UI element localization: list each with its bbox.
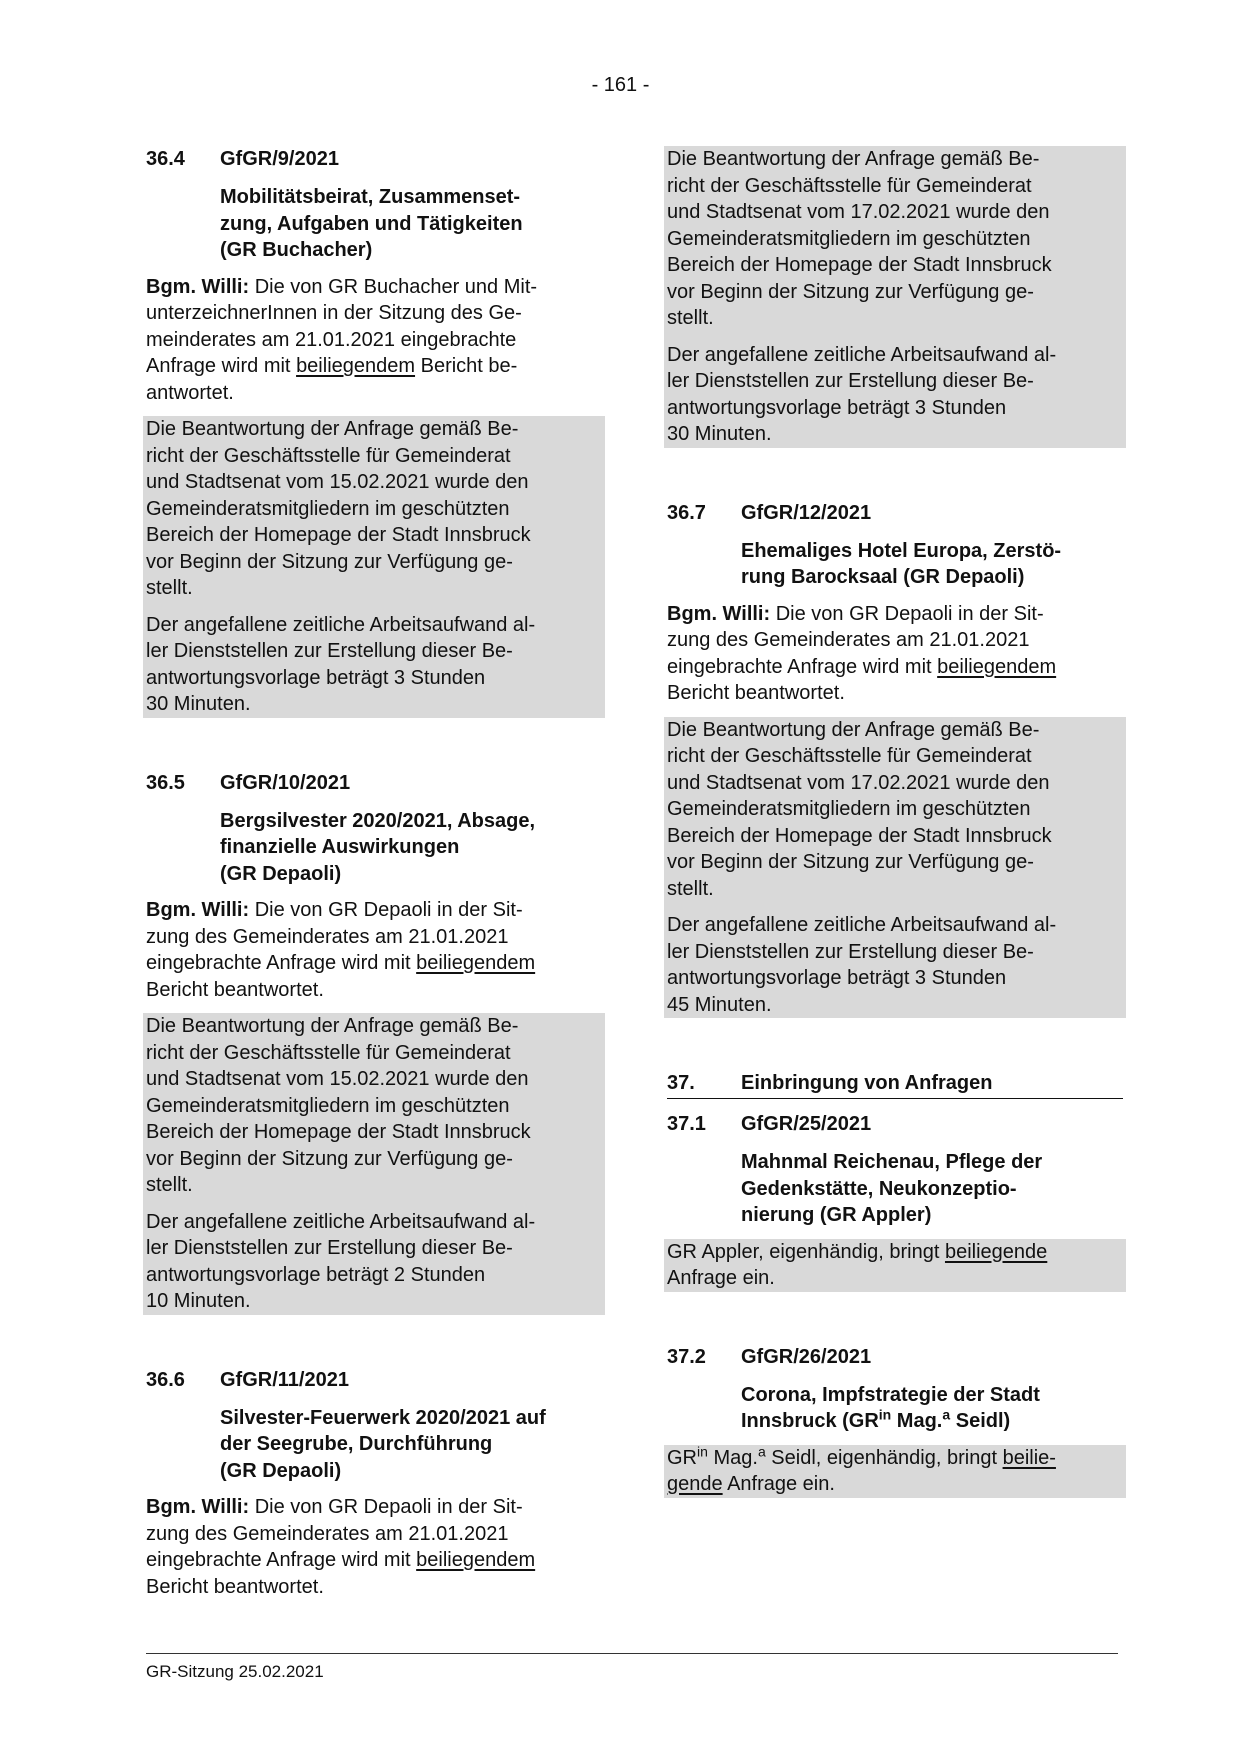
text-line: richt der Geschäftsstelle für Gemeinderat bbox=[667, 174, 1032, 197]
mayor-statement bbox=[146, 897, 602, 1003]
text-part: GR bbox=[667, 1446, 697, 1469]
superscript: in bbox=[697, 1442, 708, 1459]
section-title bbox=[667, 538, 1123, 591]
left-column bbox=[146, 146, 602, 1600]
superscript: in bbox=[878, 1406, 892, 1423]
text-part: Seidl, eigenhändig, bringt bbox=[765, 1446, 1003, 1469]
text-line: stellt. bbox=[667, 877, 714, 900]
text-line: richt der Geschäftsstelle für Gemeinderat bbox=[667, 745, 1032, 767]
title-line: finanzielle Auswirkungen bbox=[220, 836, 460, 858]
right-column bbox=[667, 146, 1123, 1498]
text-line: und Stadtsenat vom 15.02.2021 wurde den bbox=[146, 471, 529, 493]
text-line: 30 Minuten. bbox=[667, 423, 772, 445]
section-heading bbox=[146, 1367, 602, 1393]
text-line: vor Beginn der Sitzung zur Verfügung ge- bbox=[667, 851, 1034, 873]
text-line: und Stadtsenat vom 15.02.2021 wurde den bbox=[146, 1068, 529, 1090]
text-line: und Stadtsenat vom 17.02.2021 wurde den bbox=[667, 201, 1050, 223]
section-id: GfGR/10/2021 bbox=[220, 771, 351, 794]
title-line: rung Barocksaal (GR Depaoli) bbox=[741, 566, 1025, 588]
text-line: Bereich der Homepage der Stadt Innsbruck bbox=[146, 1121, 531, 1143]
title-part: Seidl) bbox=[950, 1410, 1011, 1432]
section-heading bbox=[667, 1344, 1123, 1370]
section-37-1 bbox=[667, 1111, 1123, 1292]
answer-box bbox=[143, 1013, 605, 1315]
text-line: Die von GR Buchacher und Mit- bbox=[249, 275, 538, 298]
mayor-statement bbox=[146, 1494, 602, 1600]
text-line: Die Beantwortung der Anfrage gemäß Be- bbox=[146, 418, 519, 440]
text-line: eingebrachte Anfrage wird mit bbox=[667, 655, 938, 678]
section-title bbox=[146, 808, 602, 888]
text-line bbox=[667, 1471, 1123, 1498]
text-line bbox=[667, 1442, 1123, 1472]
text-line: antwortet. bbox=[146, 381, 234, 404]
title-line: Gedenkstätte, Neukonzeptio- bbox=[741, 1177, 1017, 1200]
answer-box bbox=[664, 146, 1126, 448]
title-line: Ehemaliges Hotel Europa, Zerstö- bbox=[741, 539, 1062, 562]
section-id: GfGR/12/2021 bbox=[741, 501, 872, 524]
text-line: ler Dienststellen zur Erstellung dieser Be- bbox=[146, 1237, 513, 1259]
text-line: vor Beginn der Sitzung zur Verfügung ge- bbox=[146, 550, 513, 573]
text-line: eingebrachte Anfrage wird mit bbox=[146, 1549, 417, 1571]
text-line: Gemeinderatsmitgliedern im geschützten bbox=[146, 1094, 510, 1117]
section-heading bbox=[146, 146, 602, 172]
text-line: 45 Minuten. bbox=[667, 993, 772, 1016]
text-line: Die Beantwortung der Anfrage gemäß Be- bbox=[146, 1015, 519, 1037]
footer-text: GR-Sitzung 25.02.2021 bbox=[146, 1662, 324, 1681]
text-line: vor Beginn der Sitzung zur Verfügung ge- bbox=[146, 1147, 513, 1170]
text-line: antwortungsvorlage beträgt 3 Stunden bbox=[146, 666, 486, 689]
answer-box bbox=[664, 717, 1126, 1019]
attachment-link[interactable]: beiliegendem bbox=[416, 1549, 536, 1571]
speaker-label: Bgm. Willi: bbox=[667, 602, 771, 625]
text-line: ler Dienststellen zur Erstellung dieser Be- bbox=[146, 640, 513, 662]
text-part: Mag. bbox=[707, 1446, 758, 1469]
section-title bbox=[146, 1405, 602, 1485]
section-36-5 bbox=[146, 770, 602, 1315]
text-line: zung des Gemeinderates am 21.01.2021 bbox=[146, 925, 509, 948]
text-line: zung des Gemeinderates am 21.01.2021 bbox=[667, 629, 1030, 651]
text-part: Anfrage ein. bbox=[722, 1473, 835, 1495]
text-line: Gemeinderatsmitgliedern im geschützten bbox=[667, 227, 1031, 250]
text-line: richt der Geschäftsstelle für Gemeinderat bbox=[146, 1041, 511, 1064]
text-line: GR Appler, eigenhändig, bringt bbox=[667, 1240, 945, 1263]
text-line: zung des Gemeinderates am 21.01.2021 bbox=[146, 1522, 509, 1545]
section-title bbox=[667, 1149, 1123, 1229]
section-number: 36.7 bbox=[667, 501, 706, 524]
text-line: Der angefallene zeitliche Arbeitsaufwand al- bbox=[667, 914, 1057, 936]
section-36-6 bbox=[146, 1367, 602, 1601]
text-line: Der angefallene zeitliche Arbeitsaufwand al- bbox=[667, 343, 1057, 366]
text-line: Anfrage wird mit bbox=[146, 355, 297, 377]
text-line: ler Dienststellen zur Erstellung dieser Be- bbox=[667, 370, 1034, 392]
section-heading bbox=[667, 1111, 1123, 1137]
text-line: antwortungsvorlage beträgt 2 Stunden bbox=[146, 1263, 486, 1286]
superscript: a bbox=[757, 1442, 766, 1459]
title-line: Mobilitätsbeirat, Zusammenset- bbox=[220, 186, 521, 208]
text-line: richt der Geschäftsstelle für Gemeinderat bbox=[146, 444, 511, 467]
mayor-statement bbox=[667, 601, 1123, 707]
text-line: Die von GR Depaoli in der Sit- bbox=[770, 602, 1044, 625]
superscript: a bbox=[942, 1406, 951, 1423]
title-part: Innsbruck (GR bbox=[741, 1410, 879, 1432]
text-line: meinderates am 21.01.2021 eingebrachte bbox=[146, 328, 517, 351]
section-number: 37. bbox=[667, 1072, 695, 1094]
text-line: 30 Minuten. bbox=[146, 693, 251, 715]
section-title bbox=[667, 1382, 1123, 1435]
section-number: 36.4 bbox=[146, 148, 185, 170]
section-title bbox=[146, 184, 602, 264]
page-number: - 161 - bbox=[591, 74, 650, 96]
title-line bbox=[741, 1408, 1123, 1435]
text-line: Die Beantwortung der Anfrage gemäß Be- bbox=[667, 718, 1040, 741]
text-line: vor Beginn der Sitzung zur Verfügung ge- bbox=[667, 280, 1034, 303]
chapter-title: Einbringung von Anfragen bbox=[741, 1072, 993, 1094]
section-number: 36.5 bbox=[146, 771, 185, 794]
section-heading bbox=[146, 770, 602, 796]
text-line: Bereich der Homepage der Stadt Innsbruck bbox=[667, 824, 1052, 847]
text-line: antwortungsvorlage beträgt 3 Stunden bbox=[667, 396, 1007, 419]
title-line: (GR Depaoli) bbox=[220, 1459, 342, 1482]
section-number: 37.2 bbox=[667, 1345, 706, 1368]
attachment-link[interactable]: beiliegendem bbox=[416, 952, 536, 974]
text-line: Die von GR Depaoli in der Sit- bbox=[249, 899, 523, 921]
text-line: ler Dienststellen zur Erstellung dieser Be- bbox=[667, 940, 1034, 963]
attachment-link[interactable]: beiliegendem bbox=[937, 655, 1057, 678]
section-heading bbox=[667, 500, 1123, 526]
attachment-link[interactable]: beiliegende bbox=[944, 1240, 1048, 1263]
title-line: nierung (GR Appler) bbox=[741, 1204, 932, 1226]
speaker-label: Bgm. Willi: bbox=[146, 899, 250, 921]
section-37-2 bbox=[667, 1344, 1123, 1498]
speaker-label: Bgm. Willi: bbox=[146, 1496, 250, 1518]
text-line: stellt. bbox=[667, 307, 714, 329]
section-id: GfGR/11/2021 bbox=[220, 1368, 349, 1391]
chapter-heading-37 bbox=[667, 1070, 1123, 1099]
text-line: Bereich der Homepage der Stadt Innsbruck bbox=[667, 254, 1052, 276]
submission-box bbox=[664, 1239, 1126, 1292]
text-line: Bericht beantwortet. bbox=[667, 682, 845, 704]
speaker-label: Bgm. Willi: bbox=[146, 275, 250, 298]
text-line: Der angefallene zeitliche Arbeitsaufwand al- bbox=[146, 613, 536, 636]
attachment-link[interactable]: gende bbox=[667, 1473, 723, 1495]
text-line: stellt. bbox=[146, 577, 193, 599]
text-line: Bericht beantwortet. bbox=[146, 978, 324, 1001]
attachment-link[interactable]: beilie- bbox=[1002, 1446, 1056, 1469]
text-line: Gemeinderatsmitgliedern im geschützten bbox=[146, 497, 510, 520]
text-line: Bereich der Homepage der Stadt Innsbruck bbox=[146, 524, 531, 546]
text-line: Gemeinderatsmitgliedern im geschützten bbox=[667, 798, 1031, 820]
title-part: Mag. bbox=[891, 1410, 943, 1432]
section-36-4 bbox=[146, 146, 602, 718]
title-line: (GR Depaoli) bbox=[220, 862, 342, 885]
text-line: Der angefallene zeitliche Arbeitsaufwand al- bbox=[146, 1210, 536, 1233]
submission-box bbox=[664, 1442, 1126, 1498]
section-id: GfGR/26/2021 bbox=[741, 1345, 872, 1368]
text-line: eingebrachte Anfrage wird mit bbox=[146, 952, 417, 974]
mayor-statement bbox=[146, 274, 602, 407]
text-line: Die von GR Depaoli in der Sit- bbox=[249, 1496, 523, 1518]
title-line: Silvester-Feuerwerk 2020/2021 auf bbox=[220, 1406, 546, 1429]
title-line: (GR Buchacher) bbox=[220, 239, 373, 261]
text-line: Bericht beantwortet. bbox=[146, 1575, 324, 1598]
section-number: 37.1 bbox=[667, 1113, 706, 1135]
section-id: GfGR/9/2021 bbox=[220, 148, 339, 170]
title-line: Bergsilvester 2020/2021, Absage, bbox=[220, 809, 536, 832]
section-id: GfGR/25/2021 bbox=[741, 1113, 872, 1135]
title-line: der Seegrube, Durchführung bbox=[220, 1433, 493, 1455]
footer-divider bbox=[146, 1653, 1118, 1654]
attachment-link[interactable]: beiliegendem bbox=[296, 355, 416, 377]
text-line: Bericht be- bbox=[415, 355, 518, 377]
text-line: Anfrage ein. bbox=[667, 1267, 775, 1289]
answer-box bbox=[143, 416, 605, 718]
title-line: Mahnmal Reichenau, Pflege der bbox=[741, 1151, 1043, 1173]
title-line: Corona, Impfstrategie der Stadt bbox=[741, 1383, 1040, 1406]
section-number: 36.6 bbox=[146, 1368, 185, 1391]
text-line: und Stadtsenat vom 17.02.2021 wurde den bbox=[667, 771, 1050, 794]
section-36-7 bbox=[667, 500, 1123, 1019]
text-line: antwortungsvorlage beträgt 3 Stunden bbox=[667, 967, 1007, 989]
text-line: unterzeichnerInnen in der Sitzung des Ge- bbox=[146, 302, 522, 324]
text-line: stellt. bbox=[146, 1174, 193, 1196]
title-line: zung, Aufgaben und Tätigkeiten bbox=[220, 212, 523, 235]
text-line: 10 Minuten. bbox=[146, 1290, 251, 1312]
text-line: Die Beantwortung der Anfrage gemäß Be- bbox=[667, 148, 1040, 170]
